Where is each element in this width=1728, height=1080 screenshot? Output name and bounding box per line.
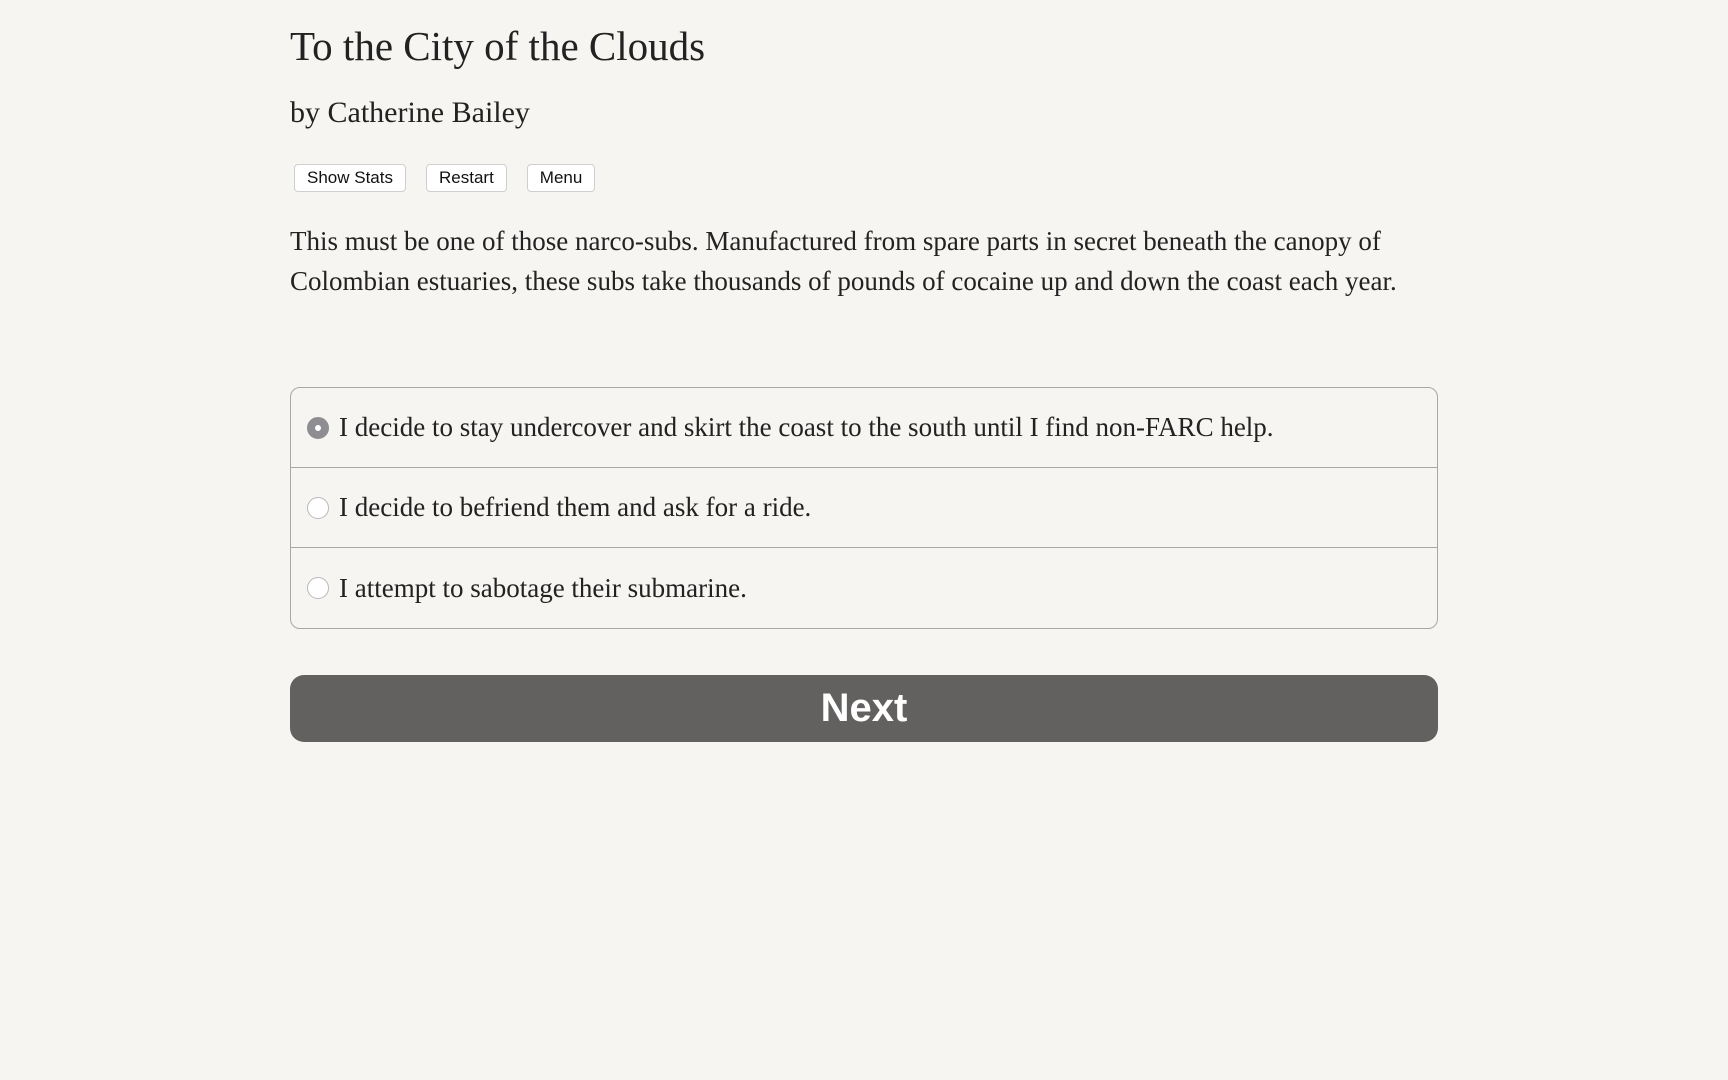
radio-unselected-icon[interactable] (307, 577, 329, 599)
toolbar (294, 164, 595, 192)
radio-unselected-icon[interactable] (307, 497, 329, 519)
choice-label: I decide to befriend them and ask for a ride. (339, 492, 812, 522)
choice-option-1[interactable] (291, 388, 1437, 468)
choice-list (290, 387, 1438, 629)
show-stats-button[interactable]: Show Stats (294, 164, 406, 192)
choice-label: I attempt to sabotage their submarine. (339, 572, 747, 603)
restart-button[interactable]: Restart (426, 164, 507, 192)
story-passage: This must be one of those narco-subs. Manufactured from spare parts in secret beneath the canopy of Colombian estuaries, these subs take thousands of pounds of cocaine up and down the coast each year. (290, 226, 1397, 296)
next-button[interactable]: Next (290, 675, 1438, 742)
choice-option-2[interactable] (291, 468, 1437, 548)
radio-selected-icon[interactable] (307, 417, 329, 439)
choice-option-3[interactable] (291, 548, 1437, 628)
menu-button[interactable]: Menu (527, 164, 596, 192)
game-title: To the City of the Clouds (290, 23, 706, 69)
game-author: by Catherine Bailey (290, 96, 530, 129)
choice-label: I decide to stay undercover and skirt the coast to the south until I find non-FARC help. (339, 412, 1274, 442)
